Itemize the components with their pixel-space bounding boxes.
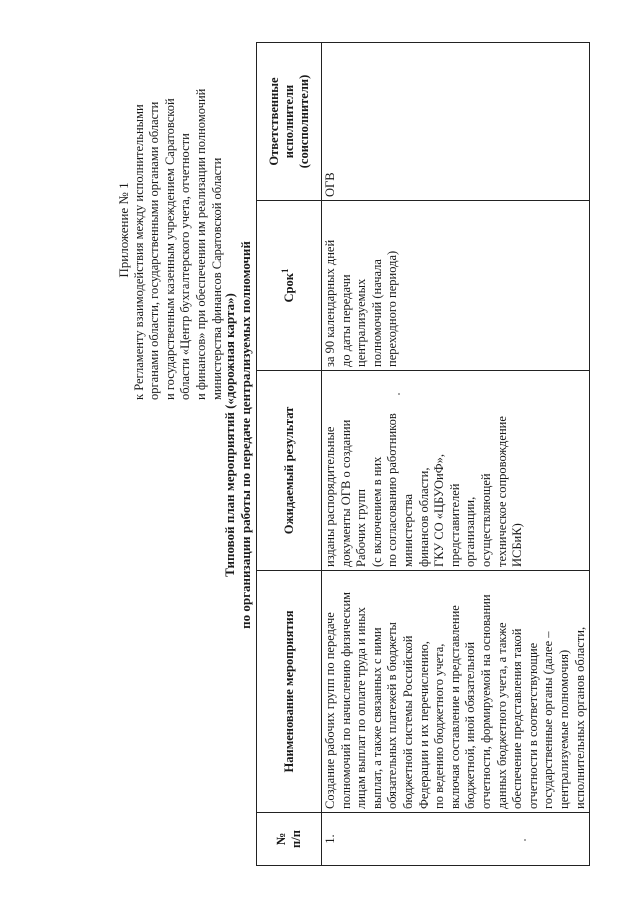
appendix-line: министерства финансов Саратовской области [209,157,224,400]
row-result: изданы распорядительные документы ОГВ о создании Рабочих групп (с включением в них по согласованию работников министерства финансов области, ГКУ СО «ЦБУОиФ», представителей организации, осуществляющей техническое сопровождение ИСБиК) [322,371,590,571]
header-term [257,201,322,371]
header-name: Наименование мероприятия [257,571,322,813]
scan-speck [398,393,400,395]
appendix-line: к Регламенту взаимодействия между исполнительными [131,104,146,400]
roadmap-table [256,42,590,866]
header-num: № п/п [257,813,322,866]
appendix-title: Приложение № 1 [116,182,131,278]
table-row [322,43,590,866]
appendix-line: и финансов» при обеспечении им реализации полномочий [193,88,208,400]
appendix-line: области «Центр бухгалтерского учета, отчетности [178,133,193,400]
header-term-label: Срок [281,273,296,303]
row-num: 1. [322,813,590,866]
row-responsible: ОГВ [322,43,590,201]
heading-line-2: по организации работы по передаче централизуемых полномочий [238,241,253,629]
appendix-line: органами области, государственными органами области [147,101,162,400]
footnote-mark: 1 [279,268,290,274]
table-header-row [257,43,322,866]
header-responsible: Ответственные исполнители (соисполнители) [257,43,322,201]
appendix-line: и государственным казенным учреждением Саратовской [162,98,177,400]
header-result: Ожидаемый результат [257,371,322,571]
row-term: за 90 календарных дней до даты передачи централизуемых полномочий (начала переходного периода) [322,201,590,371]
appendix-note [116,60,225,400]
row-name: Создание рабочих групп по передаче полномочий по начислению физическим лицам выплат по оплате труда и иных выплат, а также связанных с ними обязательных платежей в бюджеты бюджетной системы Российской Федерации и их перечислению, по ведению бюджетного учета, включая составление и представление бюджетной, иной обязательной отчетности, формируемой на основании данных бюджетного учета, а также обеспечение представления такой отчетности в соответствующие государственные органы (далее – централизуемые полномочия) исполнительных органов области, [322,571,590,813]
scan-speck [524,839,526,841]
document-heading [222,45,254,825]
heading-line-1: Типовой план мероприятий («дорожная карта») [222,293,237,577]
